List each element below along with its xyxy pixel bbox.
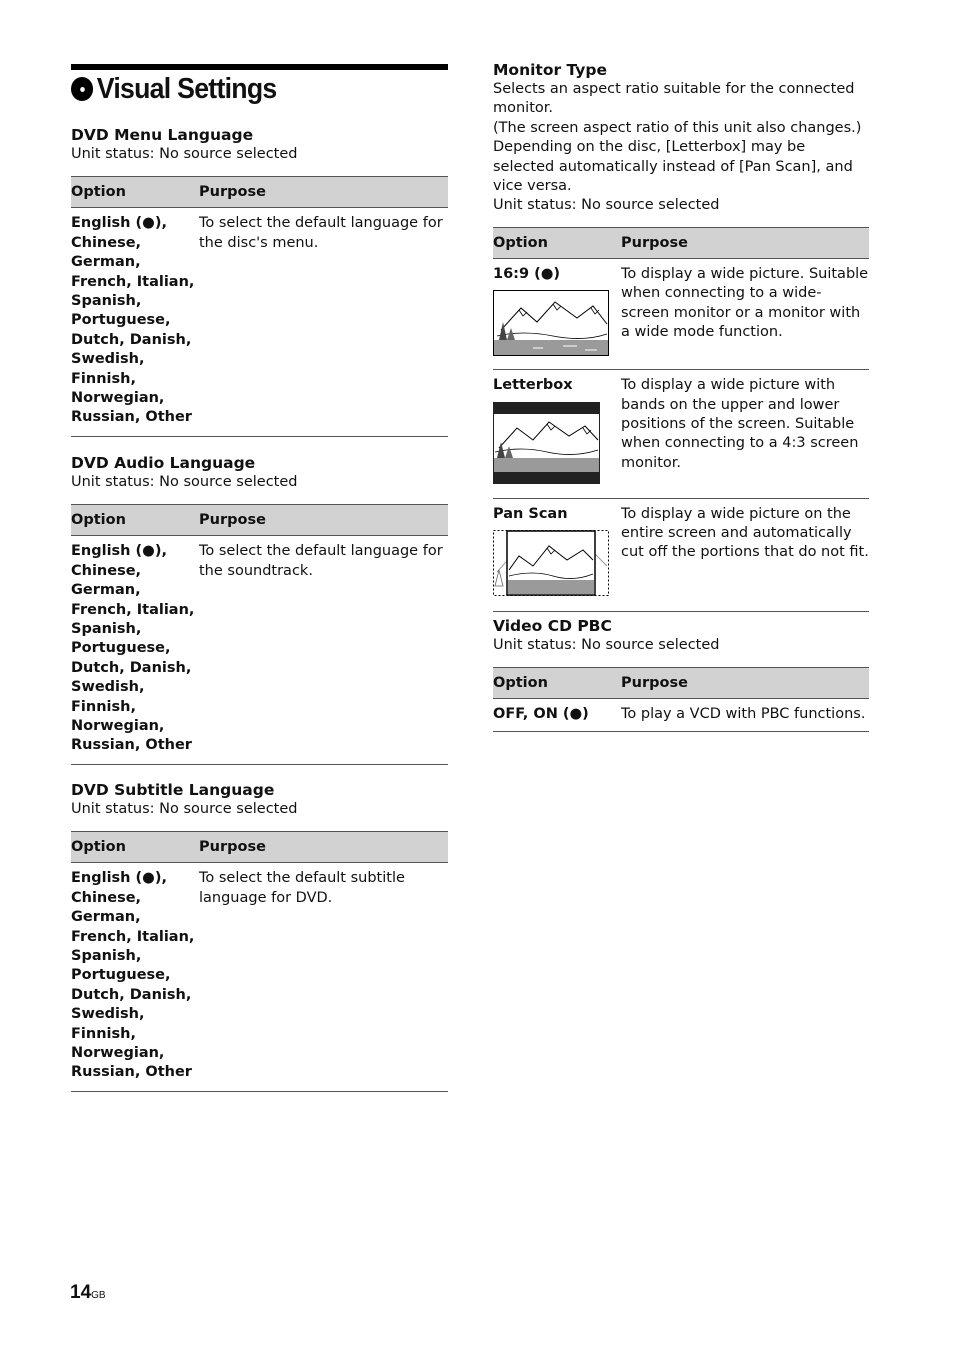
dvd-subtitle-language-title: DVD Subtitle Language bbox=[71, 781, 275, 799]
table-row bbox=[493, 498, 869, 611]
table-row bbox=[493, 370, 869, 498]
page-number-value: 14 bbox=[70, 1282, 92, 1303]
table-row bbox=[493, 258, 869, 369]
section-title bbox=[71, 70, 277, 108]
dvd-menu-language-status: Unit status: No source selected bbox=[71, 146, 298, 162]
table-row bbox=[71, 536, 448, 764]
pan-scan-picture-icon bbox=[493, 530, 610, 597]
option-header: Option bbox=[71, 505, 199, 536]
table-header-row bbox=[493, 227, 869, 258]
option-cell: English (●), Chinese, German, French, Italian, Spanish, Portuguese, Dutch, Danish, Swedish, Finnish, Norwegian, Russian, Other bbox=[71, 208, 199, 436]
purpose-cell: To play a VCD with PBC functions. bbox=[621, 699, 869, 731]
dvd-audio-language-status: Unit status: No source selected bbox=[71, 474, 298, 490]
purpose-cell: To display a wide picture on the entire screen and automatically cut off the portions that do not fit. bbox=[621, 498, 869, 611]
dvd-menu-language-title: DVD Menu Language bbox=[71, 126, 254, 144]
video-cd-pbc-title: Video CD PBC bbox=[493, 617, 612, 635]
monitor-type-table bbox=[493, 227, 869, 612]
table-header-row bbox=[493, 668, 869, 699]
monitor-type-title: Monitor Type bbox=[493, 61, 607, 79]
purpose-header: Purpose bbox=[621, 668, 869, 699]
purpose-cell: To select the default language for the disc's menu. bbox=[199, 208, 448, 436]
dvd-audio-language-table bbox=[71, 504, 448, 764]
table-row bbox=[71, 863, 448, 1091]
video-cd-pbc-status: Unit status: No source selected bbox=[493, 637, 720, 653]
option-cell: English (●), Chinese, German, French, Italian, Spanish, Portuguese, Dutch, Danish, Swedish, Finnish, Norwegian, Russian, Other bbox=[71, 536, 199, 764]
video-cd-pbc-table bbox=[493, 667, 869, 731]
option-cell bbox=[493, 258, 621, 369]
purpose-header: Purpose bbox=[199, 832, 448, 863]
dvd-subtitle-language-status: Unit status: No source selected bbox=[71, 801, 298, 817]
table-row bbox=[71, 208, 448, 436]
option-cell: English (●), Chinese, German, French, Italian, Spanish, Portuguese, Dutch, Danish, Swedish, Finnish, Norwegian, Russian, Other bbox=[71, 863, 199, 1091]
option-label: Letterbox bbox=[493, 377, 573, 394]
option-header: Option bbox=[493, 668, 621, 699]
table-header-row bbox=[71, 832, 448, 863]
dvd-audio-language-section bbox=[71, 453, 448, 765]
option-header: Option bbox=[493, 227, 621, 258]
table-header-row bbox=[71, 505, 448, 536]
option-cell: OFF, ON (●) bbox=[493, 699, 621, 731]
purpose-header: Purpose bbox=[199, 177, 448, 208]
dvd-menu-language-table bbox=[71, 176, 448, 436]
purpose-cell: To select the default language for the soundtrack. bbox=[199, 536, 448, 764]
dvd-audio-language-title: DVD Audio Language bbox=[71, 454, 256, 472]
option-label: 16:9 (●) bbox=[493, 265, 561, 282]
monitor-type-description-1: Selects an aspect ratio suitable for the connected monitor. bbox=[493, 81, 855, 117]
dvd-menu-language-section bbox=[71, 125, 448, 437]
bullet-icon bbox=[71, 77, 93, 101]
option-cell bbox=[493, 370, 621, 498]
monitor-type-description-2: (The screen aspect ratio of this unit also changes.) bbox=[493, 119, 862, 136]
purpose-cell: To display a wide picture with bands on the upper and lower positions of the screen. Suitable when connecting to a 4:3 screen monitor. bbox=[621, 370, 869, 498]
table-row bbox=[493, 699, 869, 731]
purpose-cell: To display a wide picture. Suitable when connecting to a wide-screen monitor or a monitor with a wide mode function. bbox=[621, 258, 869, 369]
monitor-type-section bbox=[493, 60, 869, 612]
option-cell bbox=[493, 498, 621, 611]
video-cd-pbc-section bbox=[493, 616, 869, 732]
option-label: Pan Scan bbox=[493, 505, 568, 522]
option-header: Option bbox=[71, 177, 199, 208]
dvd-subtitle-language-section bbox=[71, 780, 448, 1092]
wide-picture-icon bbox=[493, 290, 610, 357]
monitor-type-description-3: Depending on the disc, [Letterbox] may be selected automatically instead of [Pan Scan], and vice versa. bbox=[493, 139, 853, 195]
option-header: Option bbox=[71, 832, 199, 863]
dvd-subtitle-language-table bbox=[71, 831, 448, 1091]
page-number-suffix: GB bbox=[91, 1290, 106, 1301]
purpose-cell: To select the default subtitle language for DVD. bbox=[199, 863, 448, 1091]
page-number bbox=[70, 1282, 106, 1304]
table-header-row bbox=[71, 177, 448, 208]
purpose-header: Purpose bbox=[621, 227, 869, 258]
letterbox-picture-icon bbox=[493, 402, 600, 484]
purpose-header: Purpose bbox=[199, 505, 448, 536]
section-title-text: Visual Settings bbox=[96, 72, 277, 105]
monitor-type-status: Unit status: No source selected bbox=[493, 197, 720, 214]
